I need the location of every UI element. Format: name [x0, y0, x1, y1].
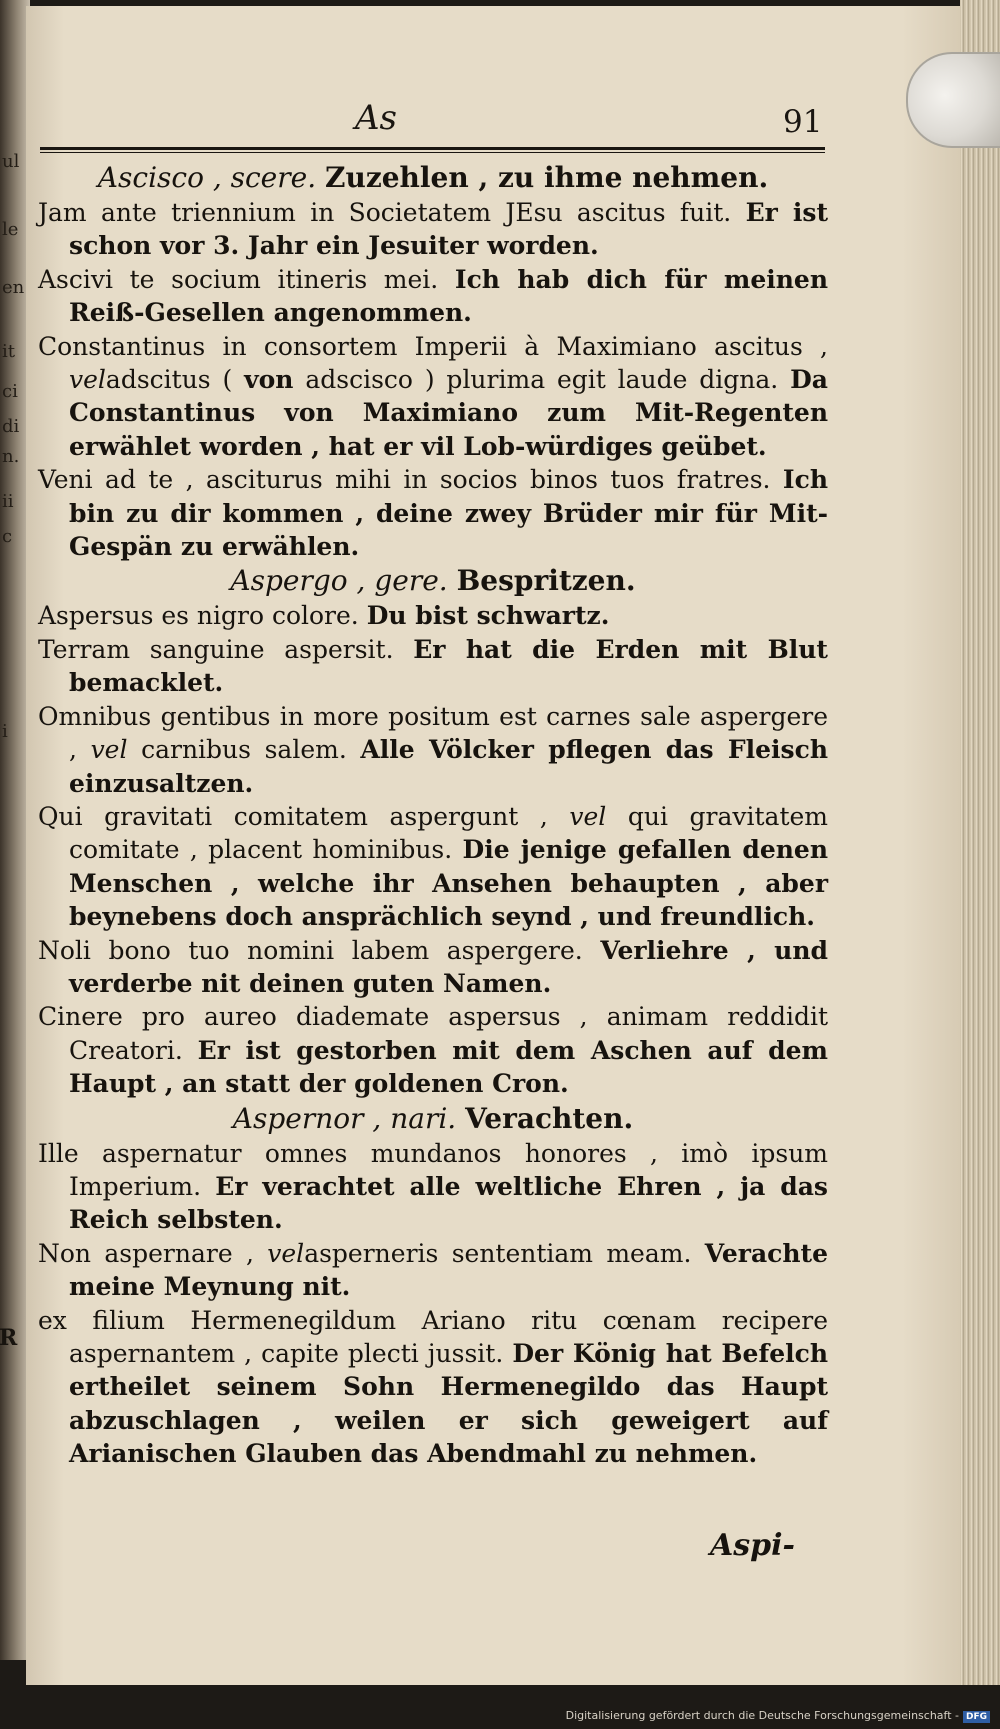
running-head: As: [355, 98, 398, 138]
entry-latin: Noli bono tuo nomini labem aspergere.: [38, 935, 583, 965]
entry-latin: ex filium Hermenegildum Ariano ritu cœnam recipere aspernantem , capite plecti jussit.: [38, 1305, 828, 1368]
dictionary-entry: [38, 1000, 828, 1100]
footer-credit-text: Digitalisierung gefördert durch die Deutsche Forschungsgemeinschaft -: [565, 1709, 959, 1722]
entry-latin: Constantinus in consortem Imperii à Maximiano ascitus ,: [38, 331, 828, 361]
dictionary-entry: [38, 633, 828, 700]
entry-latin: Qui gravitati comitatem aspergunt ,: [38, 801, 548, 831]
lemma-latin: Ascisco , scere.: [97, 161, 317, 194]
entry-latin: Cinere pro aureo diademate aspersus , animam reddidit Creatori.: [38, 1002, 828, 1065]
entry-german: Er ist schon vor 3. Jahr ein Jesuiter worden.: [69, 198, 828, 261]
dfg-logo: DFG: [963, 1711, 990, 1723]
dictionary-entry: [38, 700, 828, 800]
entry-german: Der König hat Befelch ertheilet seinem Sohn Hermenegildo das Haupt abzuschlagen , weilen er sich geweigert auf Arianischen Glauben das Abendmahl zu nehmen.: [69, 1339, 829, 1469]
page-text: [38, 160, 828, 1471]
lemma-german: Zuzehlen , zu ihme nehmen.: [325, 161, 769, 194]
gutter-mark: i: [2, 721, 8, 742]
lemma-german: Verachten.: [465, 1101, 634, 1135]
gutter-mark: ii: [2, 491, 14, 512]
lemma-heading: [38, 1101, 828, 1137]
dictionary-entry: [38, 1137, 828, 1237]
gutter-mark: ci: [2, 381, 18, 402]
entry-latin: Ille aspernatur omnes mundanos honores , imò ipsum Imperium.: [38, 1138, 828, 1201]
dictionary-entry: [38, 934, 828, 1001]
entry-latin: Veni ad te , asciturus mihi in socios binos tuos fratres.: [38, 465, 771, 495]
gutter-mark: it: [2, 341, 15, 362]
entry-latin: Ascivi te socium itineris mei.: [38, 264, 439, 294]
dictionary-entry: [38, 1304, 828, 1471]
dictionary-entry: [38, 463, 828, 563]
dictionary-entry: [38, 599, 828, 632]
entry-latin: carnibus salem.: [141, 735, 347, 765]
gutter-mark: c: [2, 526, 13, 547]
entry-german: Du bist schwartz.: [366, 601, 610, 631]
entry-latin: asperneris sententiam meam.: [304, 1238, 692, 1268]
entry-vel: vel: [267, 1238, 305, 1268]
entry-latin: qui gravitatem comitate , placent hominibus.: [69, 801, 829, 865]
entry-vel: vel: [69, 365, 106, 395]
page-edges: [960, 0, 1000, 1700]
lemma-latin: Aspergo , gere.: [230, 564, 448, 598]
dictionary-entry: [38, 263, 828, 330]
dictionary-entry: [38, 1237, 828, 1304]
entry-german: Ich hab dich für meinen Reiß-Gesellen angenommen.: [69, 264, 828, 328]
entry-german: Verliehre , und verderbe nit deinen guten Namen.: [69, 935, 828, 998]
gutter-mark: n.: [2, 446, 20, 467]
dictionary-entry: [38, 196, 828, 263]
lemma-german: Bespritzen.: [456, 564, 636, 598]
entry-latin: Non aspernare ,: [38, 1238, 254, 1268]
entry-german: Er hat die Erden mit Blut bemacklet.: [69, 634, 828, 698]
footer-credit: [566, 1709, 990, 1723]
entry-vel: vel: [90, 735, 128, 765]
entry-latin: adscisco ) plurima egit laude digna.: [305, 365, 779, 395]
dictionary-entry: [38, 330, 828, 464]
entry-german: Ich bin zu dir kommen , deine zwey Brüder mir für Mit-Gespän zu erwählen.: [69, 465, 828, 562]
entry-latin: adscitus (: [105, 365, 233, 395]
entry-vel: vel: [569, 801, 607, 831]
entry-german: von: [244, 365, 294, 395]
entry-german: Verachte meine Meynung nit.: [69, 1238, 829, 1302]
lemma-heading: [38, 160, 828, 196]
gutter-mark: ul: [2, 151, 20, 172]
entry-german: Da Constantinus von Maximiano zum Mit-Regenten erwählet worden , hat er vil Lob-würdiges geübet.: [69, 365, 828, 461]
entry-german: Alle Völcker pflegen das Fleisch einzusaltzen.: [69, 735, 828, 798]
entry-latin: Omnibus gentibus in more positum est carnes sale aspergere ,: [38, 701, 828, 765]
entry-german: Er ist gestorben mit dem Aschen auf dem Haupt , an statt der goldenen Cron.: [69, 1035, 829, 1099]
catchword: Aspi-: [710, 1528, 795, 1563]
lemma-latin: Aspernor , nari.: [232, 1101, 457, 1135]
page-clip: [906, 52, 1000, 148]
dictionary-entry: [38, 800, 828, 934]
gutter-mark: di: [2, 416, 20, 437]
gutter-mark: le: [2, 219, 19, 240]
entry-german: Er verachtet alle weltliche Ehren , ja das Reich selbsten.: [69, 1171, 828, 1235]
entry-german: Die jenige gefallen denen Menschen , welche ihr Ansehen behaupten , aber beynebens doch ansprächlich seynd , und freundlich.: [69, 835, 828, 932]
entry-latin: Terram sanguine aspersit.: [38, 634, 394, 664]
entry-latin: Jam ante triennium in Societatem JEsu ascitus fuit.: [38, 198, 732, 227]
entry-latin: Aspersus es nigro colore.: [38, 601, 359, 631]
lemma-heading: [38, 563, 828, 599]
gutter-mark: en: [2, 277, 25, 298]
page-number: 91: [783, 104, 823, 140]
header-rule: [40, 147, 825, 153]
